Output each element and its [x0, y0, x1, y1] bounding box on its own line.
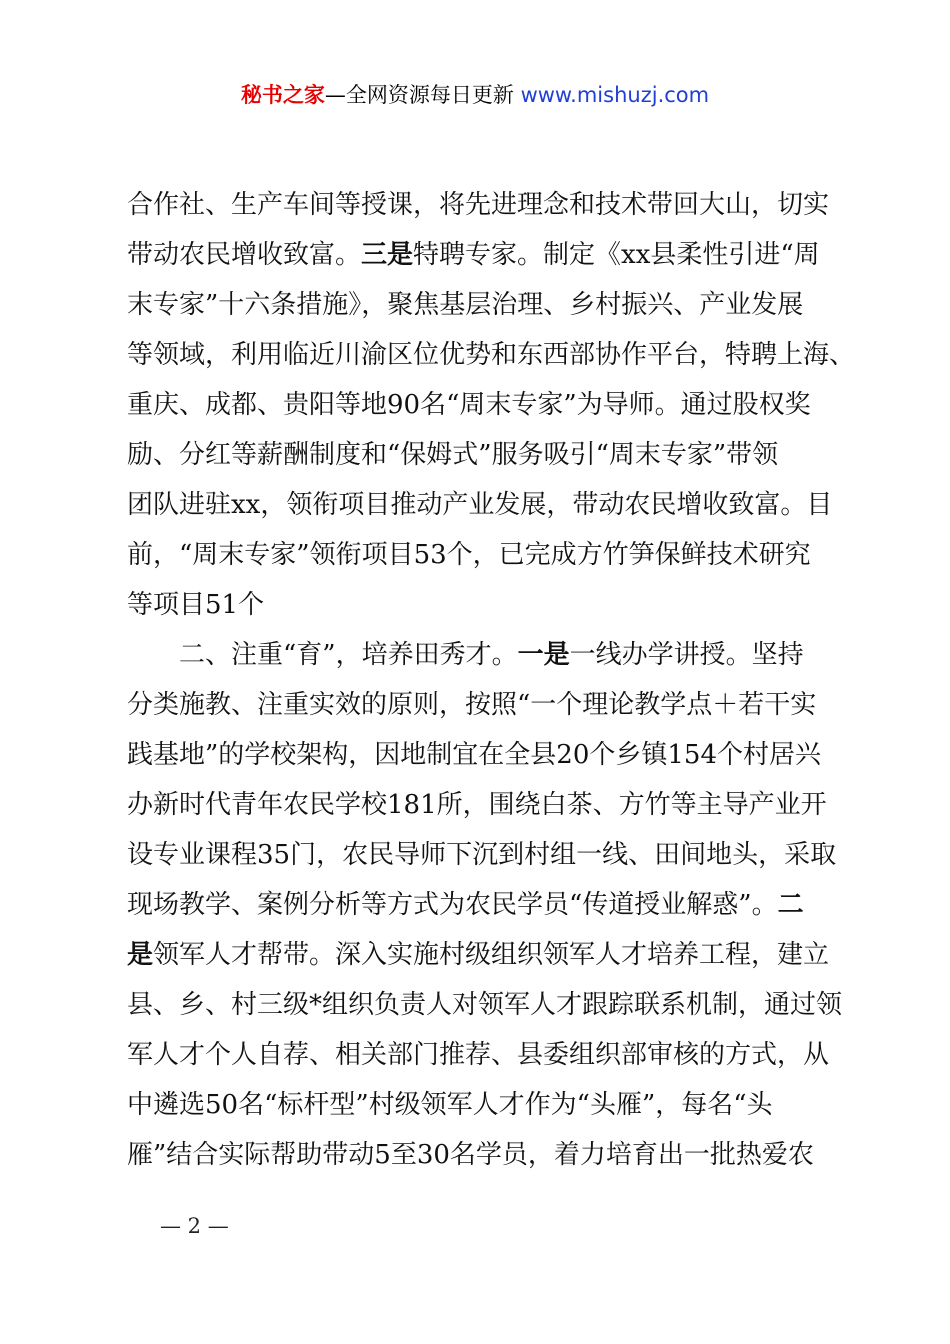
text-line [127, 730, 839, 780]
text-segment: 特聘专家。制定《xx县柔性引进“周 [413, 240, 820, 270]
text-segment: 一线办学讲授。坚持 [569, 640, 804, 670]
text-segment: 领军人才帮带。深入实施村级组织领军人才培养工程，建立 [153, 940, 830, 970]
header-tagline: —全网资源每日更新 [324, 83, 514, 107]
bold-text-segment: 二 [777, 890, 804, 920]
text-segment: 分类施教、注重实效的原则，按照“一个理论教学点＋若干实 [127, 690, 817, 720]
site-header [0, 80, 950, 110]
text-line [127, 680, 839, 730]
text-segment: 设专业课程35门，农民导师下沉到村组一线、田间地头，采取 [127, 840, 837, 870]
page-number: — 2 — [160, 1214, 229, 1238]
text-segment: 军人才个人自荐、相关部门推荐、县委组织部审核的方式，从 [127, 1040, 830, 1070]
text-segment: 办新时代青年农民学校181所，围绕白茶、方竹等主导产业开 [127, 790, 827, 820]
brand-name: 秘书之家 [240, 83, 325, 107]
text-segment: 中遴选50名“标杆型”村级领军人才作为“头雁”，每名“头 [127, 1090, 773, 1120]
text-line [127, 230, 839, 280]
text-line [127, 530, 839, 580]
text-segment: 现场教学、案例分析等方式为农民学员“传道授业解惑”。 [127, 890, 778, 920]
bold-text-segment: 是 [127, 940, 154, 970]
text-line [127, 780, 839, 830]
text-segment: 等领域，利用临近川渝区位优势和东西部协作平台，特聘上海、 [127, 340, 856, 370]
document-body [127, 180, 856, 1180]
text-segment: 重庆、成都、贵阳等地90名“周末专家”为导师。通过股权奖 [127, 390, 811, 420]
text-line [127, 880, 839, 930]
text-line [127, 480, 839, 530]
text-line [127, 380, 839, 430]
text-line [127, 1030, 839, 1080]
text-line [127, 580, 839, 630]
text-segment: 县、乡、村三级*组织负责人对领军人才跟踪联系机制，通过领 [127, 990, 843, 1020]
text-segment: 践基地”的学校架构，因地制宜在全县20个乡镇154个村居兴 [127, 740, 822, 770]
text-line [127, 180, 839, 230]
text-line [127, 930, 839, 980]
text-segment: 带动农民增收致富。 [127, 240, 362, 270]
text-line [127, 980, 843, 1030]
text-segment: 团队进驻xx，领衔项目推动产业发展，带动农民增收致富。目 [127, 490, 833, 520]
text-line [127, 330, 856, 380]
text-line [127, 430, 839, 480]
site-url[interactable]: www.mishuzj.com [513, 83, 710, 107]
text-line [127, 1130, 839, 1180]
text-line [127, 630, 839, 680]
text-segment: 末专家”十六条措施》，聚焦基层治理、乡村振兴、产业发展 [127, 290, 804, 320]
text-segment: 二、注重“育”，培养田秀才。 [179, 640, 518, 670]
text-line [127, 280, 839, 330]
bold-text-segment: 三是 [361, 240, 414, 270]
text-segment: 励、分红等薪酬制度和“保姆式”服务吸引“周末专家”带领 [127, 440, 779, 470]
text-line [127, 1080, 839, 1130]
text-segment: 雁”结合实际帮助带动5至30名学员，着力培育出一批热爱农 [127, 1140, 814, 1170]
bold-text-segment: 一是 [517, 640, 570, 670]
text-segment: 合作社、生产车间等授课，将先进理念和技术带回大山，切实 [127, 190, 830, 220]
text-segment: 等项目51个 [127, 590, 265, 620]
text-line [127, 830, 839, 880]
text-segment: 前，“周末专家”领衔项目53个，已完成方竹笋保鲜技术研究 [127, 540, 811, 570]
